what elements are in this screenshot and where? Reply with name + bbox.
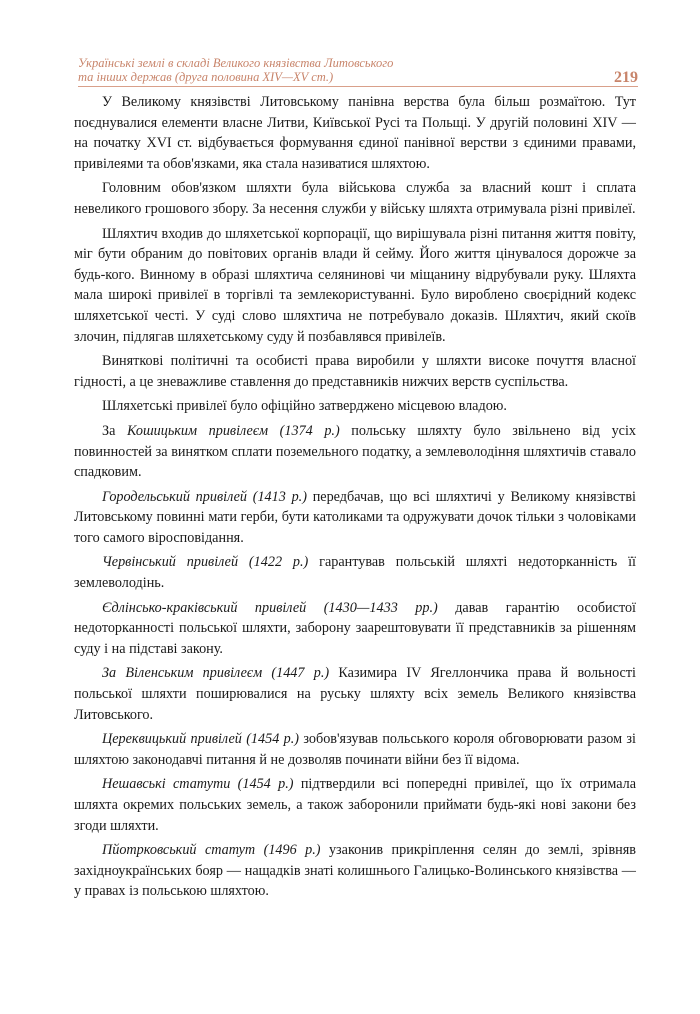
- running-header: [78, 56, 638, 88]
- privilege-term: Пйотрковський статут (1496 р.): [102, 842, 321, 859]
- paragraph-vilnius-privilege: За Віленським привілеєм (1447 р.) Казимира IV Ягеллончика права й вольності польської шляхти поширювалися на руську шляхту всіх земель Великого князівства Литовського.: [74, 665, 636, 723]
- paragraph-koshice-privilege: За Кошицьким привілеєм (1374 р.) польську шляхту було звільнено від усіх повинностей за винятком сплати поземельного податку, а землеволодіння шляхтичів ставало спадковим.: [74, 422, 636, 481]
- page-number: 219: [614, 69, 638, 86]
- paragraph-czerwinsk-privilege: Червінський привілей (1422 р.) гарантував польській шляхті недоторканність її землеволодінь.: [74, 554, 636, 592]
- privilege-term: Кошицьким привілеєм (1374 р.): [126, 422, 340, 439]
- running-title-line-2: та інших держав (друга половина XIV—XV ст.): [78, 70, 334, 84]
- privilege-term: Цереквицький привілей (1454 р.): [102, 731, 300, 748]
- paragraph: У Великому князівстві Литовському панівна верства була більш розмаїтою. Тут поєднувалися елементи власне Литви, Київської Русі та Польщі. У другій половині XIV — на початку XVI ст. відбувається формування єдиної панівної верстви з єдиними правами, привілеями та обов'язками, яка стала називатися шляхтою.: [74, 94, 636, 172]
- paragraph: Шляхтич входив до шляхетської корпорації, що вирішувала різні питання життя повіту, міг бути обраним до повітових органів влади й сейму. Його життя цінувалося дорожче за будь-кого. Винному в образі шляхтича селянинові чи міщанину відрубували руку. Шляхта мала широкі привілеї в торгівлі та землекористуванні. Було вироблено своєрідний кодекс шляхетської честі. У суді слово шляхтича не потребувало доказів. Шляхтич, який скоїв злочин, підлягав шляхетському суду й позбавлявся привілеїв.: [74, 225, 636, 345]
- paragraph: Головним обов'язком шляхти була військова служба за власний кошт і сплата невеликого грошового збору. За несення служби у війську шляхта отримувала різні привілеї.: [74, 180, 636, 217]
- privilege-term: За Віленським привілеєм (1447 р.): [102, 665, 330, 682]
- paragraph-jedlnia-krakow-privilege: Єдлінсько-краківський привілей (1430—1433 рр.) давав гарантію особистої недоторканності польської шляхти, заборону заарештовувати її представників за рішенням суду і на підставі закону.: [74, 599, 636, 657]
- paragraph-nieszawa-statutes: Нешавські статути (1454 р.) підтвердили всі попередні привілеї, що їх отримала шляхта окремих польських земель, а також заборонили приймати будь-які нові закони без згоди шляхти.: [74, 776, 636, 834]
- header-divider: [78, 86, 638, 87]
- paragraph-piotrkow-statute: Пйотрковський статут (1496 р.) узаконив прикріплення селян до землі, зрівняв західноукраїнських бояр — нащадків знаті колишнього Галицько-Волинського князівства — у правах із польською шляхтою.: [74, 842, 636, 900]
- paragraph-cerekwica-privilege: Цереквицький привілей (1454 р.) зобов'язував польського короля обговорювати разом зі шляхтою законодавчі питання й не дозволяв починати війни без її відома.: [74, 731, 636, 768]
- body-text: [74, 92, 636, 906]
- privilege-term: Червінський привілей (1422 р.): [102, 554, 309, 571]
- paragraph: Шляхетські привілеї було офіційно затверджено місцевою владою.: [102, 398, 507, 415]
- running-title-line-1: Українські землі в складі Великого князівства Литовського: [78, 56, 394, 70]
- running-title: [78, 56, 548, 84]
- paragraph: Винятковi політичні та особисті права виробили у шляхти високе почуття власної гідності, а це зневажливе ставлення до представників нижчих верств суспільства.: [74, 353, 636, 390]
- privilege-term: Нешавські статути (1454 р.): [102, 776, 294, 793]
- privilege-term: Городельський привілей (1413 р.): [102, 488, 307, 505]
- privilege-term: Єдлінсько-краківський привілей (1430—1433 рр.): [102, 599, 438, 616]
- paragraph-horodlo-privilege: Городельський привілей (1413 р.) передбачав, що всі шляхтичі у Великому князівстві Литовському повинні мати герби, бути католиками та одружувати дочок тільки з чоловіками того самого віросповідання.: [74, 488, 636, 546]
